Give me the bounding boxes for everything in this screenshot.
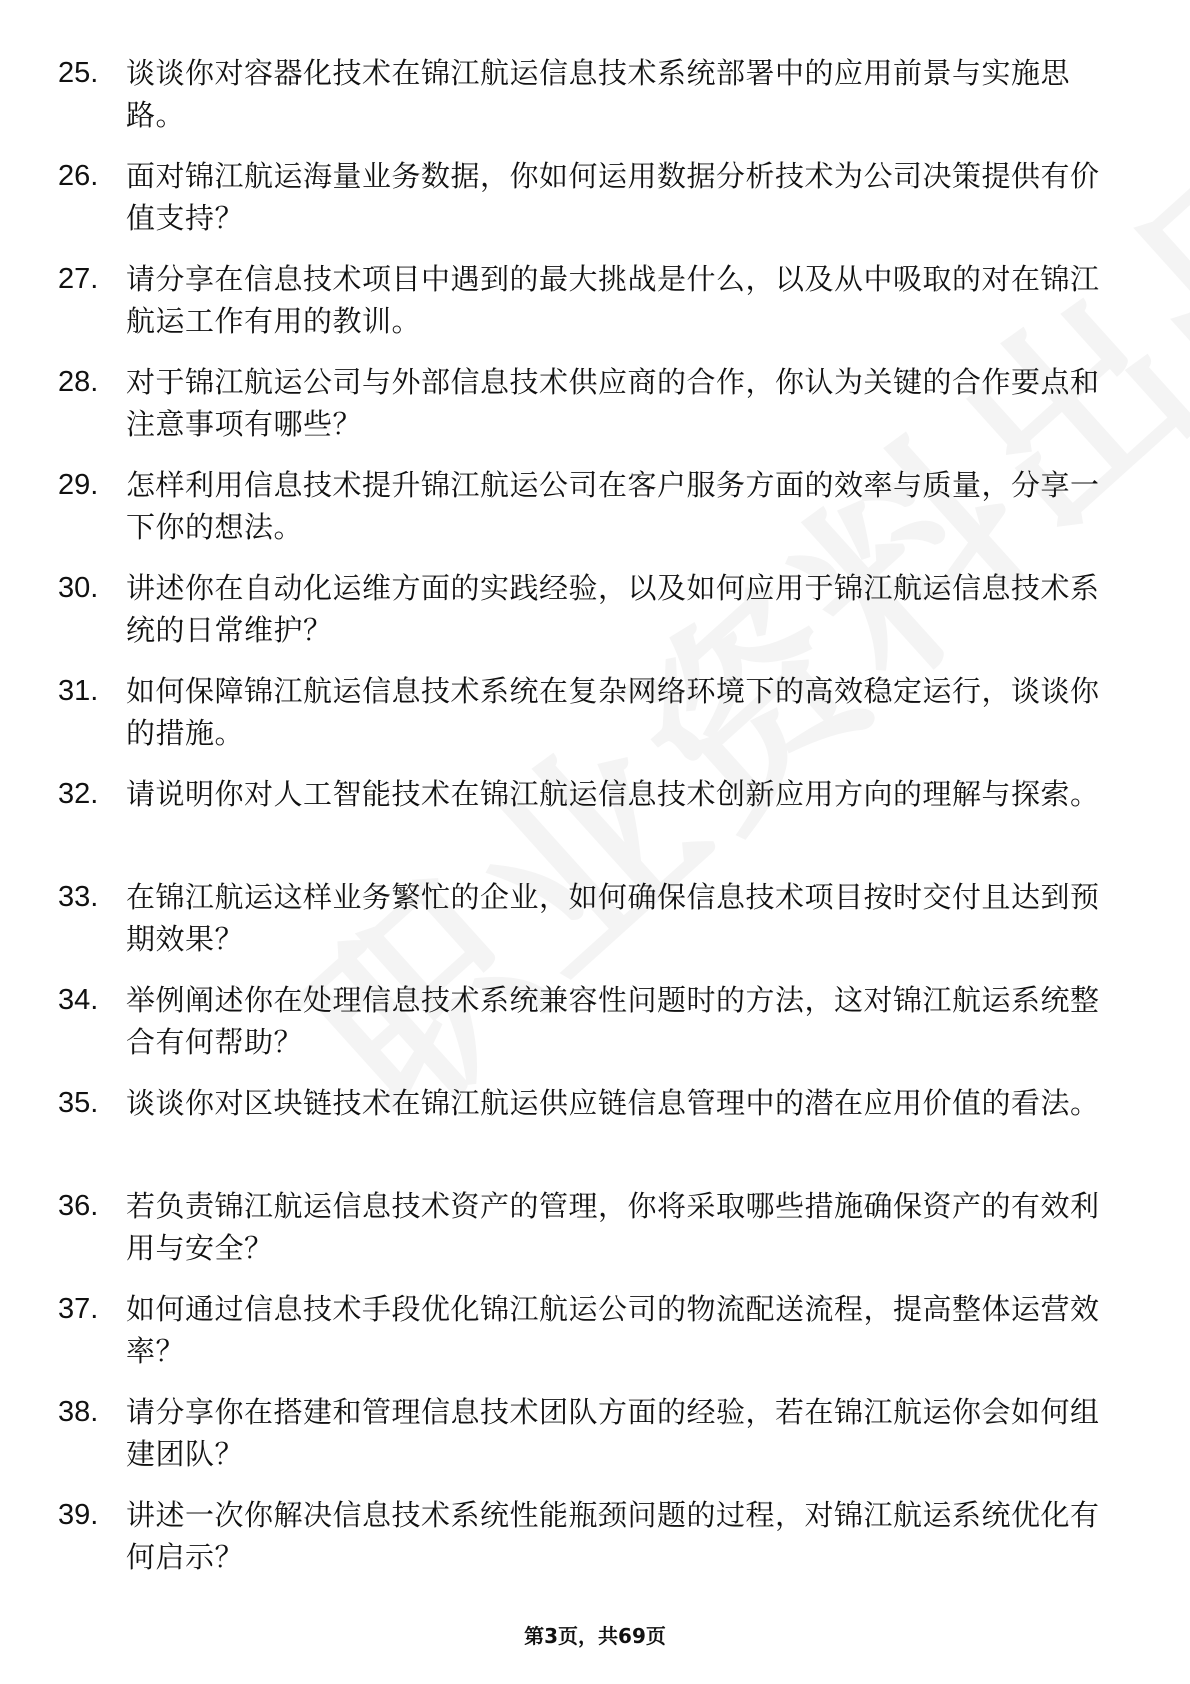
list-item <box>58 876 1118 979</box>
question-text: 请分享你在搭建和管理信息技术团队方面的经验，若在锦江航运你会如何组建团队？ <box>126 1395 1100 1471</box>
list-item <box>58 1288 1118 1391</box>
question-text: 在锦江航运这样业务繁忙的企业，如何确保信息技术项目按时交付且达到预期效果？ <box>126 880 1100 956</box>
question-number: 33. <box>58 881 99 913</box>
question-number: 30. <box>58 572 99 604</box>
question-number: 39. <box>58 1499 99 1531</box>
question-text: 请分享在信息技术项目中遇到的最大挑战是什么，以及从中吸取的对在锦江航运工作有用的教训。 <box>126 262 1100 338</box>
question-number: 28. <box>58 366 99 398</box>
list-item <box>58 567 1118 670</box>
list-item <box>58 670 1118 773</box>
question-text: 怎样利用信息技术提升锦江航运公司在客户服务方面的效率与质量，分享一下你的想法。 <box>126 468 1100 544</box>
list-item <box>58 1082 1118 1185</box>
question-text: 如何通过信息技术手段优化锦江航运公司的物流配送流程，提高整体运营效率？ <box>126 1292 1100 1368</box>
list-item <box>58 361 1118 464</box>
question-number: 34. <box>58 984 99 1016</box>
list-item <box>58 979 1118 1082</box>
question-number: 29. <box>58 469 99 501</box>
question-number: 31. <box>58 675 99 707</box>
list-item <box>58 773 1118 876</box>
question-text: 若负责锦江航运信息技术资产的管理，你将采取哪些措施确保资产的有效利用与安全？ <box>126 1189 1100 1265</box>
list-item <box>58 1494 1118 1597</box>
question-list <box>58 52 1118 1597</box>
question-number: 32. <box>58 778 99 810</box>
question-number: 26. <box>58 160 99 192</box>
question-text: 谈谈你对容器化技术在锦江航运信息技术系统部署中的应用前景与实施思路。 <box>126 56 1071 132</box>
question-text: 举例阐述你在处理信息技术系统兼容性问题时的方法，这对锦江航运系统整合有何帮助？ <box>126 983 1100 1059</box>
list-item <box>58 1391 1118 1494</box>
question-text: 讲述你在自动化运维方面的实践经验，以及如何应用于锦江航运信息技术系统的日常维护？ <box>126 571 1100 647</box>
list-item <box>58 464 1118 567</box>
list-item <box>58 155 1118 258</box>
list-item <box>58 52 1118 155</box>
question-text: 对于锦江航运公司与外部信息技术供应商的合作，你认为关键的合作要点和注意事项有哪些？ <box>126 365 1100 441</box>
question-text: 谈谈你对区块链技术在锦江航运供应链信息管理中的潜在应用价值的看法。 <box>126 1086 1100 1120</box>
question-number: 37. <box>58 1293 99 1325</box>
question-number: 25. <box>58 57 99 89</box>
list-item <box>58 1185 1118 1288</box>
question-number: 36. <box>58 1190 99 1222</box>
question-text: 面对锦江航运海量业务数据，你如何运用数据分析技术为公司决策提供有价值支持？ <box>126 159 1100 235</box>
question-number: 38. <box>58 1396 99 1428</box>
question-text: 讲述一次你解决信息技术系统性能瓶颈问题的过程，对锦江航运系统优化有何启示？ <box>126 1498 1100 1574</box>
question-number: 35. <box>58 1087 99 1119</box>
question-number: 27. <box>58 263 99 295</box>
page-number-footer: 第3页，共69页 <box>524 1624 666 1648</box>
list-item <box>58 258 1118 361</box>
question-text: 请说明你对人工智能技术在锦江航运信息技术创新应用方向的理解与探索。 <box>126 777 1100 811</box>
question-text: 如何保障锦江航运信息技术系统在复杂网络环境下的高效稳定运行，谈谈你的措施。 <box>126 674 1100 750</box>
